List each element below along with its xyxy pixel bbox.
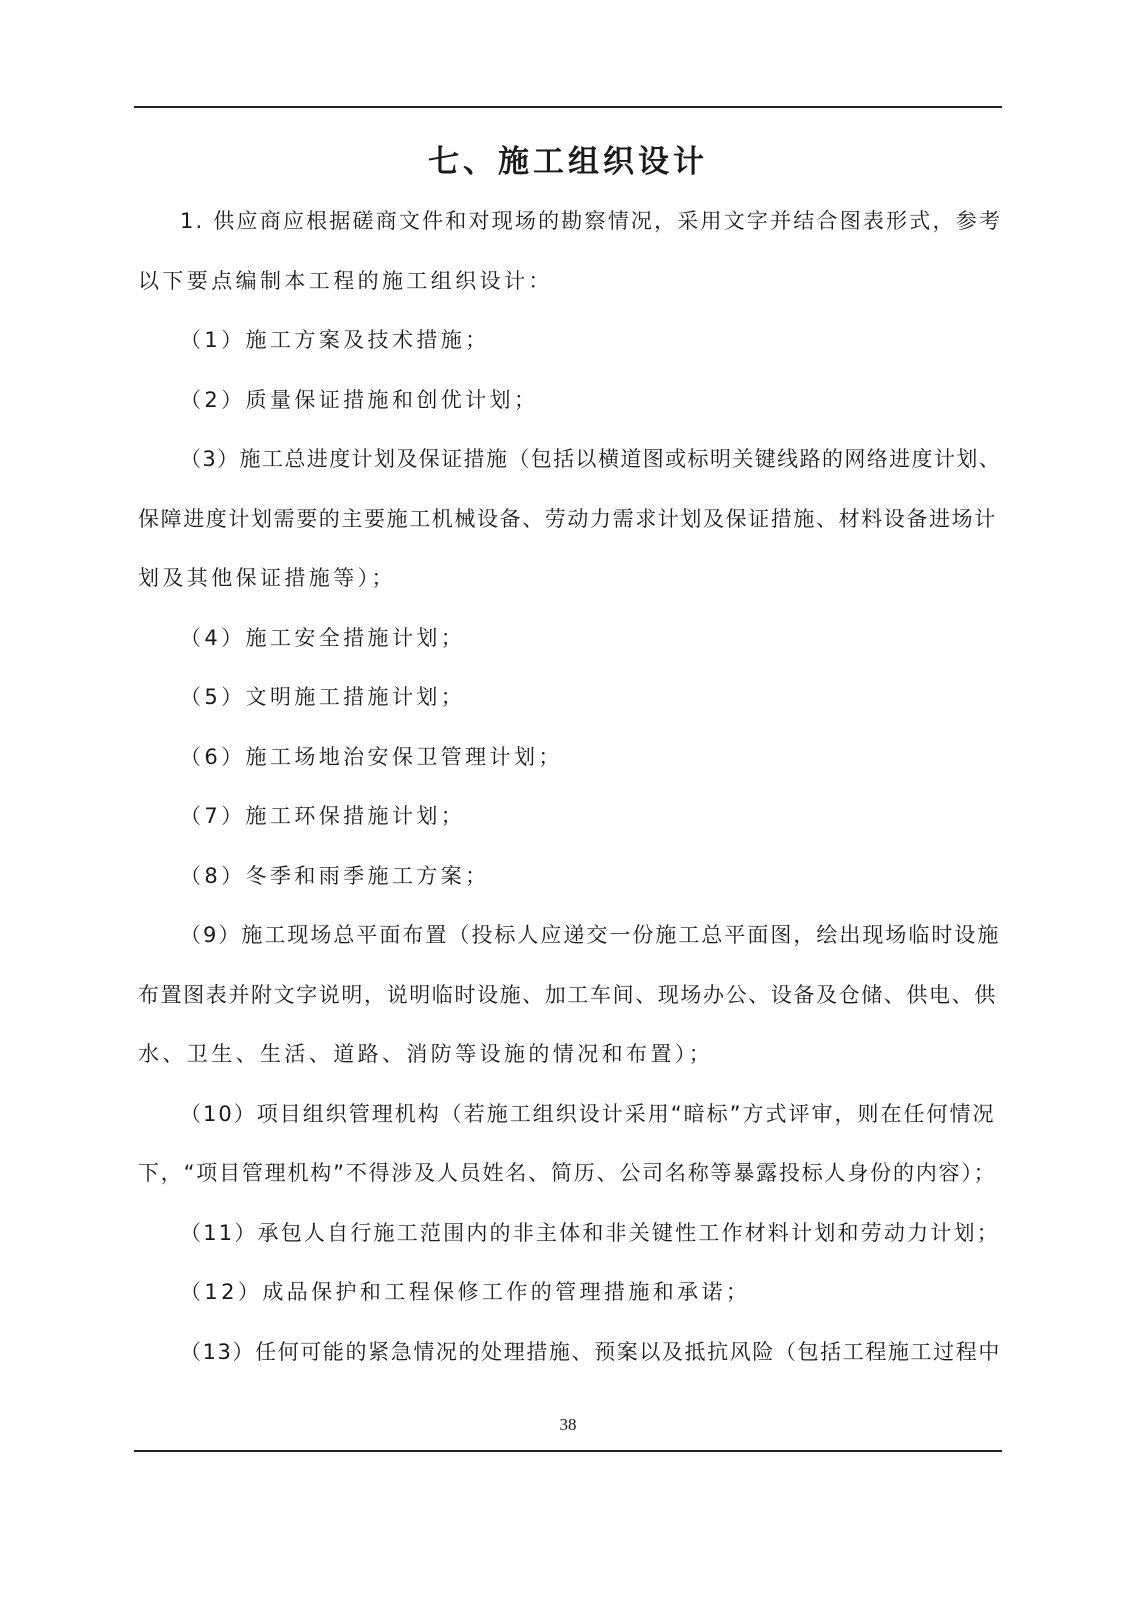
text-line: （1）施工方案及技术措施； xyxy=(180,328,490,352)
section-title: 七、施工组织设计 xyxy=(428,144,708,180)
text-line: 以下要点编制本工程的施工组织设计： xyxy=(138,268,553,293)
text-line: 1. 供应商应根据磋商文件和对现场的勘察情况，采用文字并结合图表形式，参考 xyxy=(180,209,1003,233)
header-rule xyxy=(134,106,1002,108)
text-line: （10）项目组织管理机构（若施工组织设计采用“暗标”方式评审，则在任何情况 xyxy=(180,1101,996,1126)
text-line: （7）施工环保措施计划； xyxy=(180,804,466,828)
text-line: （4）施工安全措施计划； xyxy=(180,625,466,650)
text-line: 划及其他保证措施等）； xyxy=(138,566,396,590)
text-line: （2）质量保证措施和创优计划； xyxy=(180,387,539,412)
text-line: 下，“项目管理机构”不得涉及人员姓名、简历、公司名称等暴露投标人身份的内容）； xyxy=(138,1161,997,1185)
text-line: （5）文明施工措施计划； xyxy=(180,685,466,709)
body-text xyxy=(138,199,1002,1389)
text-line: 保障进度计划需要的主要施工机械设备、劳动力需求计划及保证措施、材料设备进场计 xyxy=(138,506,997,531)
text-line: （6）施工场地治安保卫管理计划； xyxy=(180,744,563,769)
text-line: 布置图表并附文字说明，说明临时设施、加工车间、现场办公、设备及仓储、供电、供 xyxy=(138,982,997,1007)
text-line: （8）冬季和雨季施工方案； xyxy=(180,863,490,888)
text-line: （12）成品保护和工程保修工作的管理措施和承诺； xyxy=(180,1280,751,1304)
page-number: 38 xyxy=(559,1415,577,1434)
text-line: （3）施工总进度计划及保证措施（包括以横道图或标明关键线路的网络进度计划、 xyxy=(180,447,1002,471)
text-line: （9）施工现场总平面布置（投标人应递交一份施工总平面图，绘出现场临时设施 xyxy=(180,923,1001,947)
text-line: （11）承包人自行施工范围内的非主体和非关键性工作材料计划和劳动力计划； xyxy=(180,1220,1000,1245)
text-line: （13）任何可能的紧急情况的处理措施、预案以及抵抗风险（包括工程施工过程中 xyxy=(180,1339,1001,1364)
footer-rule xyxy=(134,1450,1002,1452)
text-line: 水、卫生、生活、道路、消防等设施的情况和布置）； xyxy=(138,1042,714,1066)
